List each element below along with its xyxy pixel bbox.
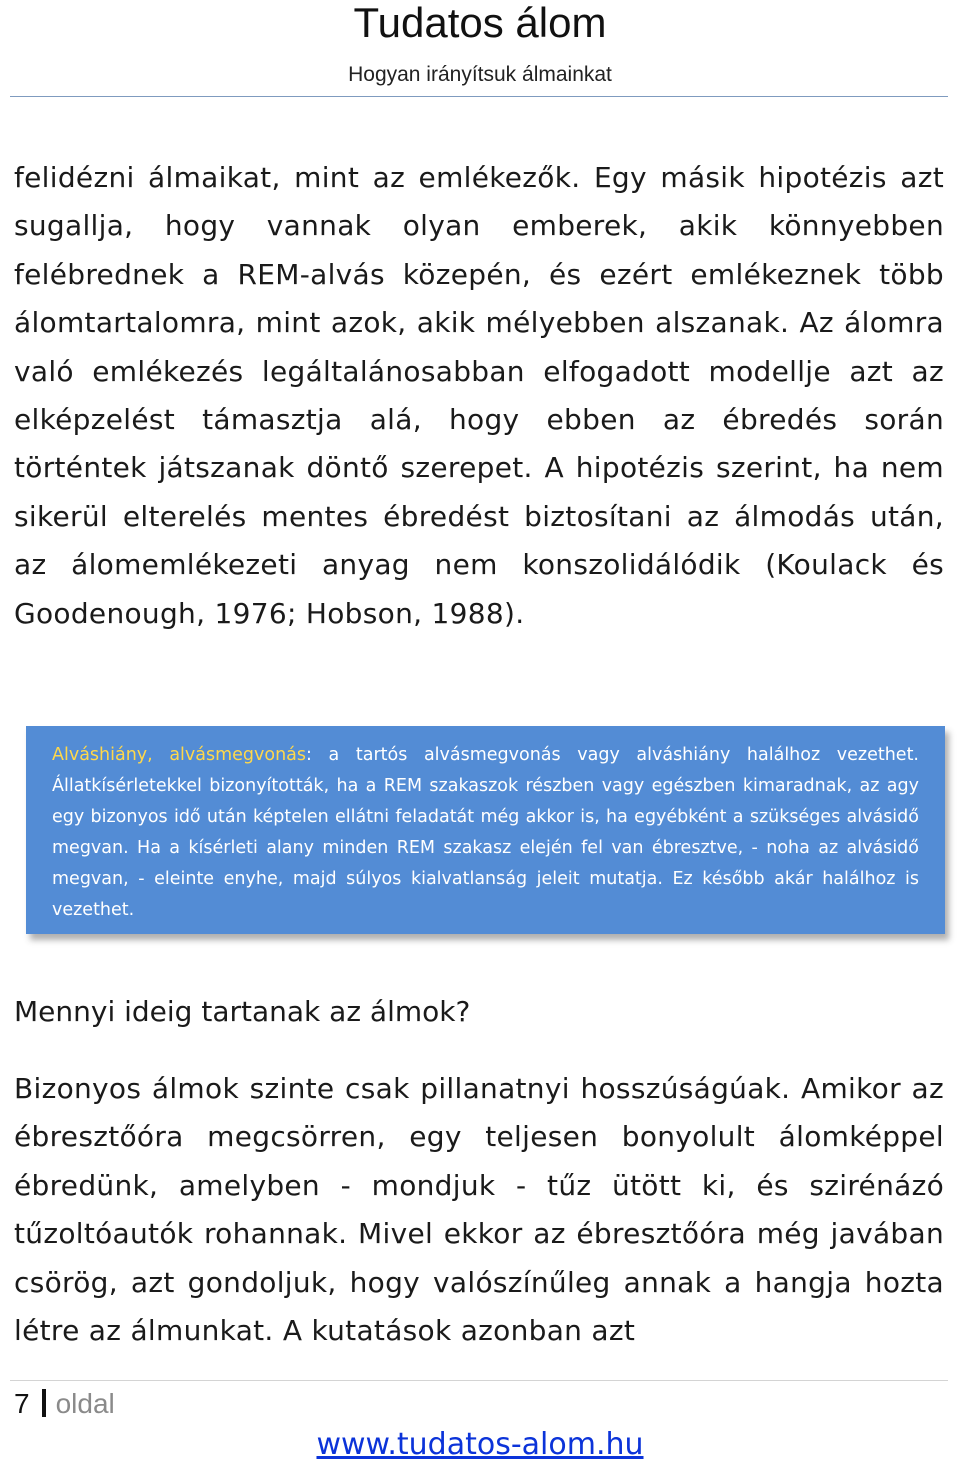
page-number: 7 [14,1388,30,1419]
section-heading: Mennyi ideig tartanak az álmok? [14,995,471,1028]
callout-term: Alváshiány, alvásmegvonás [52,745,307,765]
website-link[interactable]: www.tudatos-alom.hu [316,1427,644,1462]
footer-divider [10,1380,948,1381]
header-divider [10,96,948,97]
page-separator-bar [42,1389,46,1417]
callout-text [52,740,919,926]
page-label: oldal [55,1388,115,1419]
document-subtitle: Hogyan irányítsuk álmainkat [348,63,612,86]
page-header [0,0,960,88]
page-number-block [14,1386,115,1422]
body-paragraph: felidézni álmaikat, mint az emlékezők. Egy másik hipotézis azt sugallja, hogy vannak olyan emberek, akik könnyebben felébrednek a REM-alvás közepén, és ezért emlékeznek több álomtartalomra, mint azok, akik mélyebben alszanak. Az álomra való emlékezés legáltalánosabban elfogadott modellje azt az elképzelést támasztja alá, hogy ebben az ébredés során történtek játszanak döntő szerepet. A hipotézis szerint, ha nem sikerül elterelés mentes ébredést biztosítani az álmodás után, az álomemlékezeti anyag nem konszolidálódik (Koulack és Goodenough, 1976; Hobson, 1988). [14,161,944,630]
callout-body: : a tartós alvásmegvonás vagy alváshiány halálhoz vezethet. Állatkísérletekkel bizonyították, ha a REM szakaszok részben vagy egészben kimaradnak, az agy egy bizonyos idő után képtelen ellátni feladatát még akkor is, ha egyébként a szükséges alvásidő megvan. Ha a kísérleti alany minden REM szakasz elején fel van ébresztve, - noha az alvásidő megvan, - eleinte enyhe, majd súlyos kialvatlanság jeleit mutatja. Ez később akár halálhoz is vezethet. [52,745,919,920]
info-callout-box [26,726,945,934]
body-paragraph: Bizonyos álmok szinte csak pillanatnyi hosszúságúak. Amikor az ébresztőóra megcsörren, egy teljesen bonyolult álomképpel ébredünk, amelyben - mondjuk - tűz ütött ki, és szirénázó tűzoltóautók rohannak. Mivel ekkor az ébresztőóra még javában csörög, azt gondoljuk, hogy valószínűleg annak a hangja hozta létre az álmunkat. A kutatások azonban azt [14,1072,944,1348]
document-title: Tudatos álom [353,0,607,46]
